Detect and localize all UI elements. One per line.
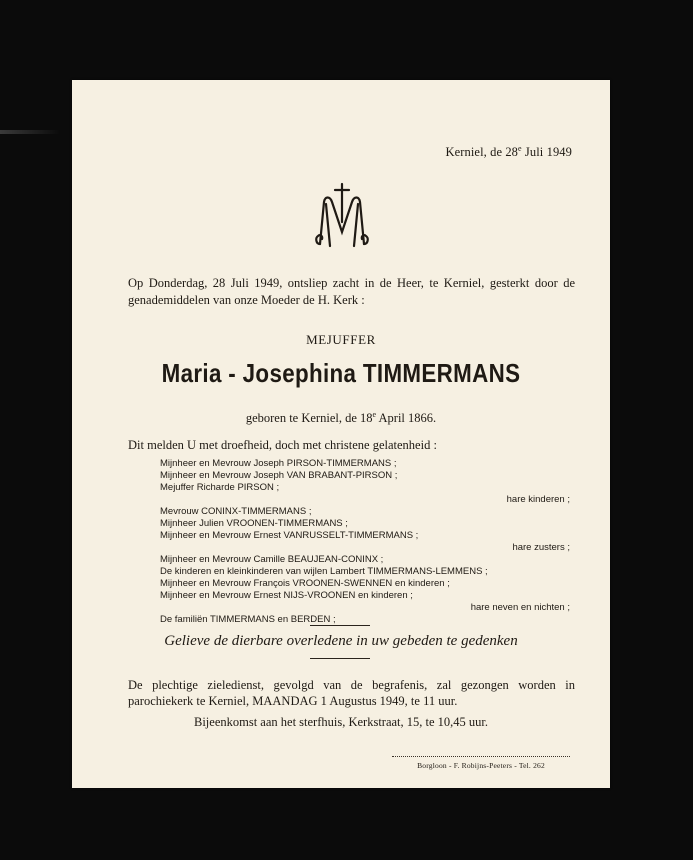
family-line: Mijnheer en Mevrouw Joseph PIRSON-TIMMERMANS ; (160, 458, 397, 469)
families-line: De familiën TIMMERMANS en BERDEN ; (160, 614, 336, 625)
monogram-icon (306, 182, 378, 254)
printer-credit: Borgloon - F. Robijns-Peeters - Tel. 262 (417, 761, 545, 770)
dateline: Kerniel, de 28e Juli 1949 (445, 144, 572, 160)
family-line: Mijnheer en Mevrouw Joseph VAN BRABANT-PIRSON ; (160, 470, 398, 481)
family-line: Mijnheer en Mevrouw Ernest VANRUSSELT-TIMMERMANS ; (160, 530, 419, 541)
family-line: De kinderen en kleinkinderen van wijlen Lambert TIMMERMANS-LEMMENS ; (160, 566, 488, 577)
family-line: Mevrouw CONINX-TIMMERMANS ; (160, 506, 312, 517)
deceased-name: Maria - Josephina TIMMERMANS (161, 358, 521, 388)
group-label-sisters: hare zusters ; (512, 542, 570, 553)
group-label-nephews-nieces: hare neven en nichten ; (470, 602, 570, 613)
birth-line: geboren te Kerniel, de 18e April 1866. (245, 410, 437, 426)
group-label-children: hare kinderen ; (506, 494, 570, 505)
divider-top (310, 625, 370, 626)
family-line: Mijnheer en Mevrouw François VROONEN-SWENNEN en kinderen ; (160, 578, 450, 589)
announcement-intro: Dit melden U met droefheid, doch met christene gelatenheid : (128, 438, 437, 452)
family-line: Mijnheer Julien VROONEN-TIMMERMANS ; (160, 518, 348, 529)
family-line: Mijnheer en Mevrouw Camille BEAUJEAN-CONINX ; (160, 554, 384, 565)
scan-edge-mark (0, 130, 60, 134)
family-line: Mejuffer Richarde PIRSON ; (160, 482, 280, 493)
printer-divider (392, 756, 570, 757)
family-line: Mijnheer en Mevrouw Ernest NIJS-VROONEN en kinderen ; (160, 590, 413, 601)
prayer-request: Gelieve de dierbare overledene in uw gebeden te gedenken (164, 633, 518, 649)
divider-bottom (310, 658, 370, 659)
death-notice-card (72, 80, 610, 788)
funeral-service-paragraph: De plechtige zieledienst, gevolgd van de begrafenis, zal gezongen worden in parochiekerk te Kerniel, MAANDAG 1 Augustus 1949, te 11 uur. (128, 678, 575, 708)
honorific-title: MEJUFFER (306, 332, 376, 347)
opening-paragraph: Op Donderdag, 28 Juli 1949, ontsliep zacht in de Heer, te Kerniel, gesterkt door de genademiddelen van onze Moeder de H. Kerk : (128, 276, 575, 307)
meeting-line: Bijeenkomst aan het sterfhuis, Kerkstraat, 15, te 10,45 uur. (193, 715, 489, 729)
